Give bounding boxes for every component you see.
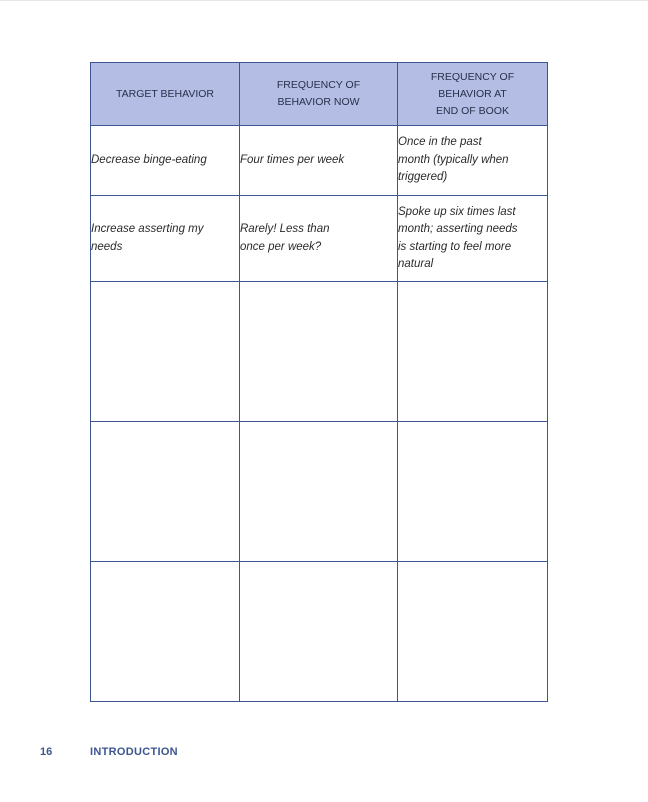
empty-cell[interactable] bbox=[240, 422, 398, 562]
page-top-rule bbox=[0, 0, 648, 1]
table-cell: Decrease binge-eating bbox=[91, 126, 240, 196]
table-row-empty bbox=[91, 422, 548, 562]
empty-cell[interactable] bbox=[91, 422, 240, 562]
table-cell: Four times per week bbox=[240, 126, 398, 196]
section-label: INTRODUCTION bbox=[90, 746, 178, 758]
table-cell: Spoke up six times last month; asserting needs is starting to feel more natural bbox=[398, 196, 548, 282]
table-cell: Once in the past month (typically when triggered) bbox=[398, 126, 548, 196]
header-frequency-end: FREQUENCY OF BEHAVIOR AT END OF BOOK bbox=[398, 63, 548, 126]
table-row bbox=[91, 196, 548, 282]
table-header-row bbox=[91, 63, 548, 126]
empty-cell[interactable] bbox=[240, 562, 398, 702]
header-frequency-now: FREQUENCY OF BEHAVIOR NOW bbox=[240, 63, 398, 126]
empty-cell[interactable] bbox=[398, 282, 548, 422]
behavior-tracking-table bbox=[90, 62, 548, 702]
table-row-empty bbox=[91, 282, 548, 422]
page-number: 16 bbox=[40, 746, 53, 758]
table-row bbox=[91, 126, 548, 196]
table-cell: Rarely! Less than once per week? bbox=[240, 196, 398, 282]
table-cell: Increase asserting my needs bbox=[91, 196, 240, 282]
empty-cell[interactable] bbox=[91, 282, 240, 422]
header-target-behavior: TARGET BEHAVIOR bbox=[91, 63, 240, 126]
empty-cell[interactable] bbox=[91, 562, 240, 702]
table-row-empty bbox=[91, 562, 548, 702]
empty-cell[interactable] bbox=[398, 562, 548, 702]
empty-cell[interactable] bbox=[240, 282, 398, 422]
empty-cell[interactable] bbox=[398, 422, 548, 562]
